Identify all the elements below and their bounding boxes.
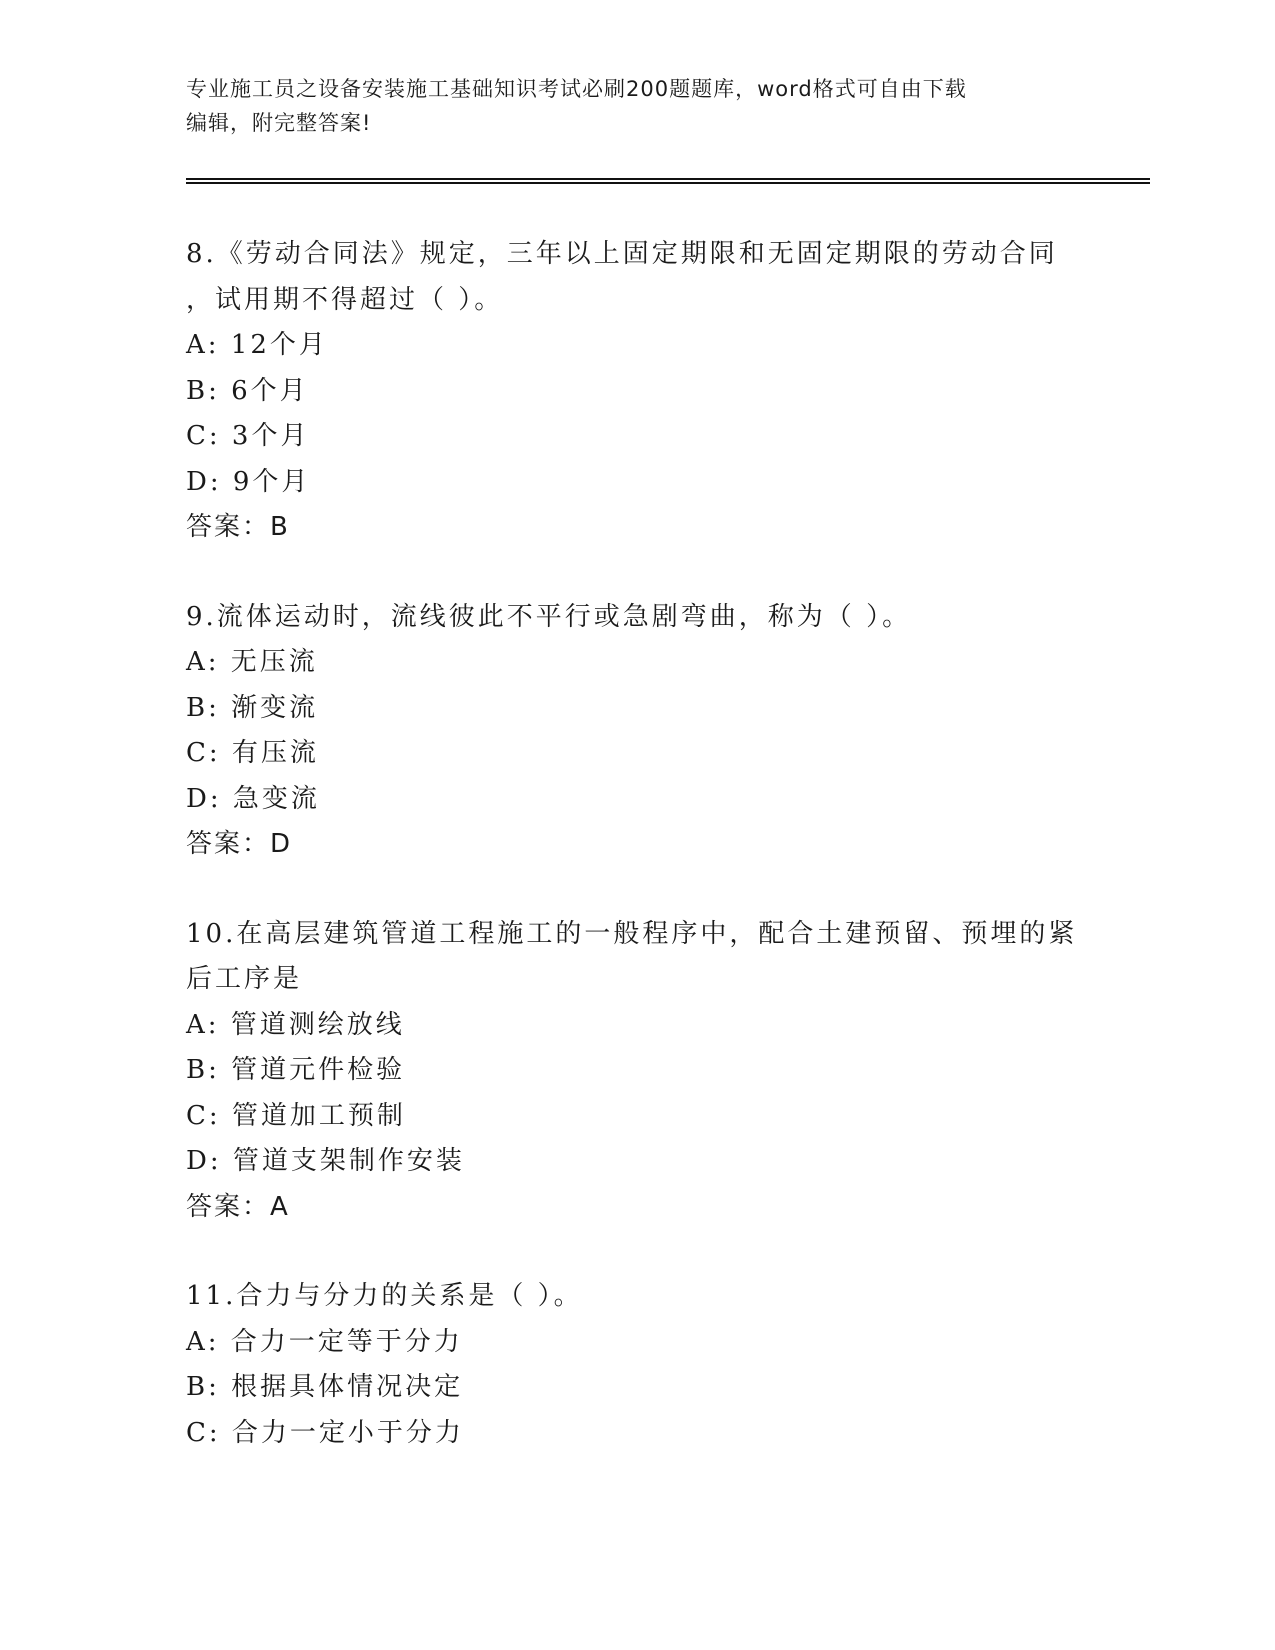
question-text: 10.在高层建筑管道工程施工的一般程序中，配合土建预留、预埋的紧 — [186, 918, 1078, 949]
question-list — [186, 232, 1106, 1500]
option-d: D: 9个月 — [186, 466, 311, 497]
option-a: A: 无压流 — [186, 647, 318, 677]
question-text: 11.合力与分力的关系是（ ）。 — [186, 1281, 583, 1311]
question-8 — [186, 232, 1106, 551]
question-text: 8.《劳动合同法》规定，三年以上固定期限和无固定期限的劳动合同 — [186, 239, 1058, 269]
question-text: 9.流体运动时，流线彼此不平行或急剧弯曲，称为（ ）。 — [186, 601, 912, 632]
option-a: A: 合力一定等于分力 — [186, 1326, 463, 1357]
question-9 — [186, 595, 1106, 868]
document-header — [186, 72, 1086, 140]
header-divider — [186, 178, 1150, 184]
answer: 答案：B — [186, 512, 290, 542]
question-11 — [186, 1274, 1106, 1456]
option-c: C: 有压流 — [186, 738, 319, 768]
option-c: C: 管道加工预制 — [186, 1100, 406, 1131]
question-text-continued: 后工序是 — [186, 964, 303, 994]
option-b: B: 管道元件检验 — [186, 1055, 406, 1085]
header-line-1: 专业施工员之设备安装施工基础知识考试必刷200题题库，word格式可自由下载 — [186, 77, 967, 101]
option-a: A: 12个月 — [186, 330, 328, 360]
option-d: D: 管道支架制作安装 — [186, 1146, 465, 1176]
header-line-2: 编辑，附完整答案! — [186, 111, 372, 135]
question-text-continued: ，试用期不得超过（ ）。 — [186, 284, 504, 315]
option-b: B: 6个月 — [186, 375, 309, 406]
option-d: D: 急变流 — [186, 783, 320, 814]
option-c: C: 3个月 — [186, 421, 310, 451]
option-b: B: 渐变流 — [186, 692, 319, 723]
question-10 — [186, 912, 1106, 1231]
answer: 答案：D — [186, 829, 293, 859]
option-a: A: 管道测绘放线 — [186, 1009, 405, 1040]
option-b: B: 根据具体情况决定 — [186, 1372, 464, 1402]
option-c: C: 合力一定小于分力 — [186, 1417, 464, 1448]
answer: 答案：A — [186, 1191, 290, 1222]
